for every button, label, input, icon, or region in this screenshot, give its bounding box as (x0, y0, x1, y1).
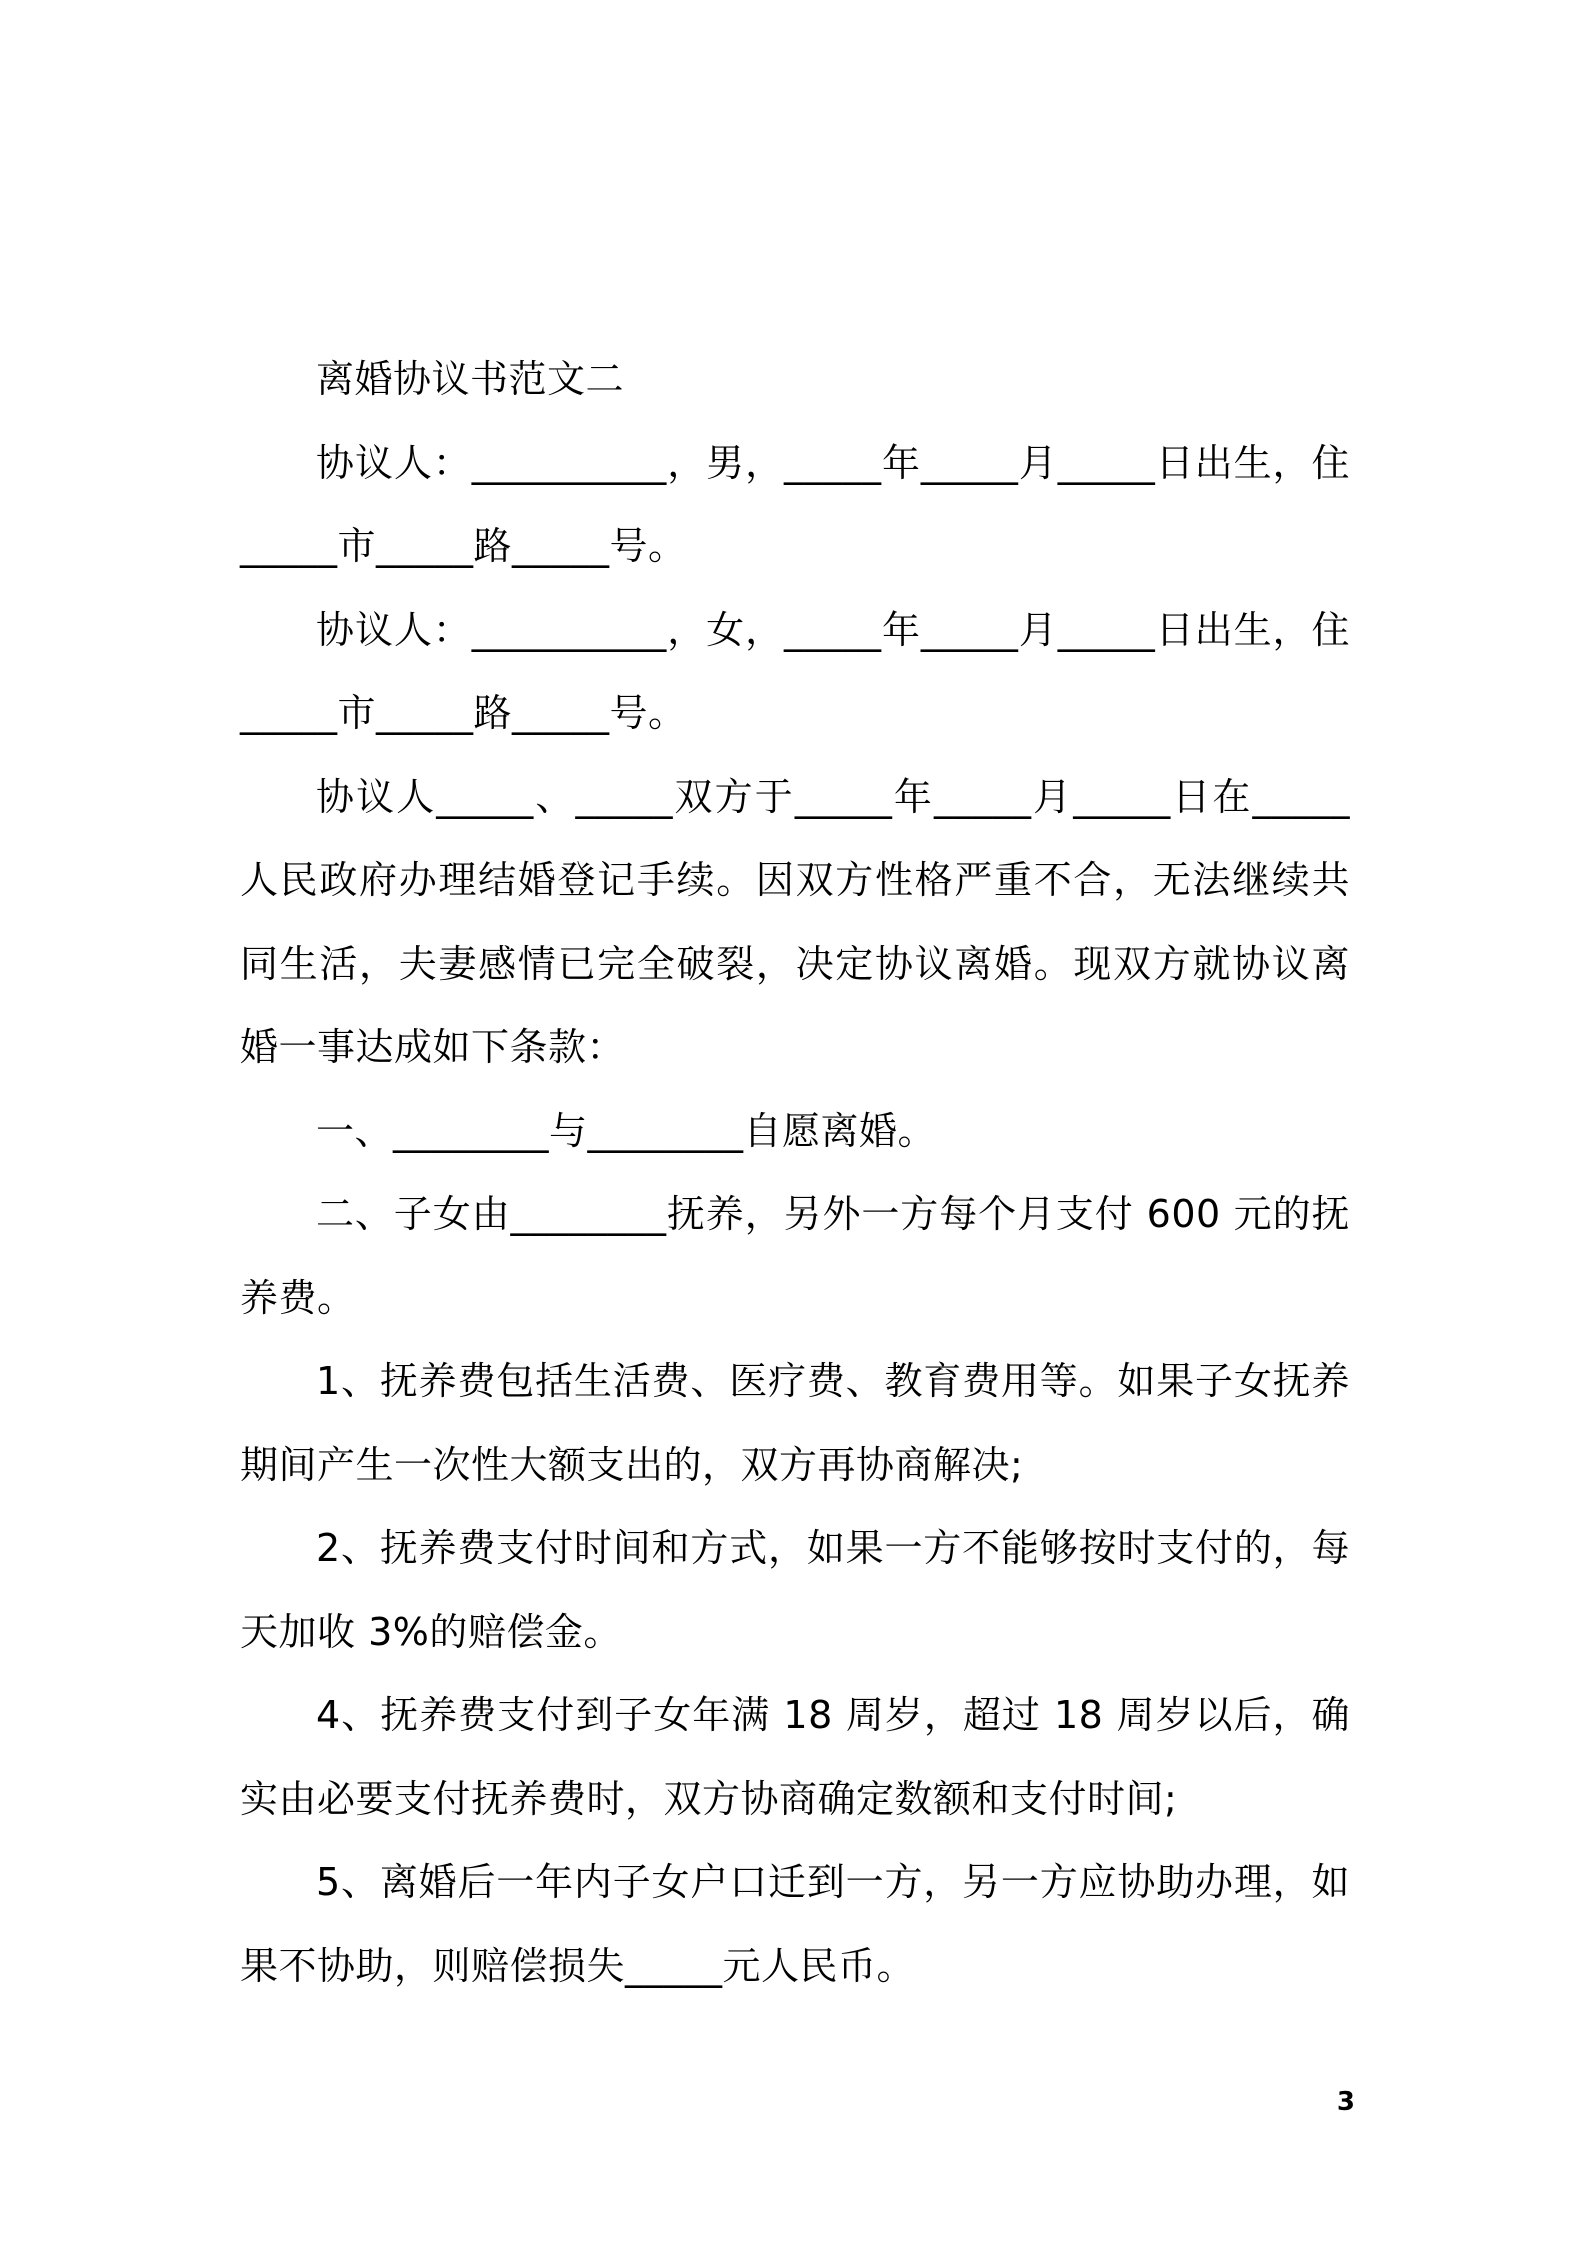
page-number: 3 (1336, 2087, 1355, 2117)
paragraph-sub-5: 5、离婚后一年内子女户口迁到一方，另一方应协助办理，如果不协助，则赔偿损失_____元人民币。 (240, 1860, 1350, 1988)
paragraph-party-female: 协议人：__________，女，_____年_____月_____日出生，住_____市_____路_____号。 (240, 607, 1350, 735)
document-title: 离婚协议书范文二 (316, 357, 625, 401)
paragraph-sub-4: 4、抚养费支付到子女年满 18 周岁，超过 18 周岁以后，确实由必要支付抚养费时，双方协商确定数额和支付时间; (240, 1693, 1350, 1821)
paragraph-marriage-info: 协议人_____、_____双方于_____年_____月_____日在_____人民政府办理结婚登记手续。因双方性格严重不合，无法继续共同生活，夫妻感情已完全破裂，决定协议离婚。现双方就协议离婚一事达成如下条款： (240, 774, 1350, 1069)
paragraph-clause-1: 一、________与________自愿离婚。 (316, 1108, 937, 1153)
paragraph-party-male: 协议人：__________，男，_____年_____月_____日出生，住_____市_____路_____号。 (240, 440, 1350, 568)
paragraph-sub-2: 2、抚养费支付时间和方式，如果一方不能够按时支付的，每天加收 3%的赔偿金。 (240, 1526, 1350, 1654)
paragraph-clause-2: 二、子女由________抚养，另外一方每个月支付 600 元的抚养费。 (240, 1192, 1350, 1320)
document-body (240, 338, 1350, 2008)
paragraph-sub-1: 1、抚养费包括生活费、医疗费、教育费用等。如果子女抚养期间产生一次性大额支出的，双方再协商解决; (240, 1359, 1350, 1487)
